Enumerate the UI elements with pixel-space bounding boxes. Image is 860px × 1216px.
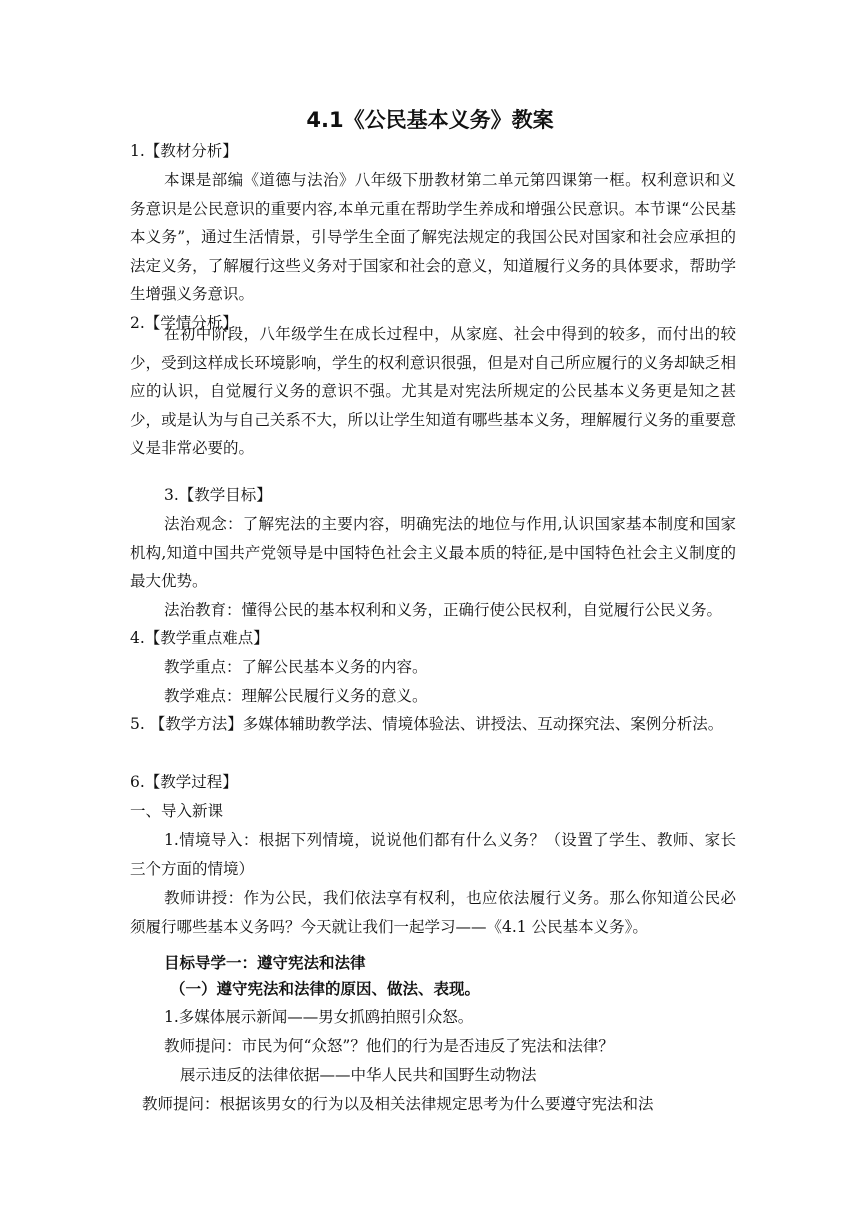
section-heading-objectives: 3.【教学目标】 [164,486,272,504]
paragraph-question-2: 教师提问：根据该男女的行为以及相关法律规定思考为什么要遵守宪法和法 [142,1095,654,1113]
paragraph-teaching-methods: 5. 【教学方法】多媒体辅助教学法、情境体验法、讲授法、互动探究法、案例分析法。 [130,715,724,733]
goal-heading-1: 目标导学一：遵守宪法和法律 [164,954,366,972]
paragraph-law-basis: 展示违反的法律依据——中华人民共和国野生动物法 [180,1066,537,1084]
paragraph-teacher-lecture: 教师讲授：作为公民，我们依法享有权利，也应依法履行义务。那么你知道公民必须履行哪些基本义务吗？今天就让我们一起学习——《4.1 公民基本义务》。 [130,889,736,936]
paragraph-news: 1.多媒体展示新闻——男女抓鸥拍照引众怒。 [164,1008,474,1026]
paragraph-objective-education: 法治教育：懂得公民的基本权利和义务，正确行使公民权利，自觉履行公民义务。 [164,601,723,619]
section-heading-process: 6.【教学过程】 [130,773,238,791]
paragraph-question-1: 教师提问：市民为何“众怒”？他们的行为是否违反了宪法和法律？ [164,1037,614,1055]
section-heading-students: 2.【学情分析】 [130,314,238,332]
paragraph-difficulty: 教学难点：理解公民履行义务的意义。 [164,687,428,705]
paragraph-objective-concept: 法治观念：了解宪法的主要内容，明确宪法的地位与作用,认识国家基本制度和国家机构,知道中国共产党领导是中国特色社会主义最本质的特征,是中国特色社会主义制度的最大优势。 [130,515,736,591]
goal-subheading-1: （一）遵守宪法和法律的原因、做法、表现。 [170,980,481,998]
paragraph-keypoint: 教学重点：了解公民基本义务的内容。 [164,658,428,676]
paragraph-textbook-analysis: 本课是部编《道德与法治》八年级下册教材第二单元第四课第一框。权利意识和义务意识是公民意识的重要内容,本单元重在帮助学生养成和增强公民意识。本节课“公民基本义务”，通过生活情景，引导学生全面了解宪法规定的我国公民对国家和社会应承担的法定义务，了解履行这些义务对于国家和社会的意义，知道履行义务的具体要求，帮助学生增强义务意识。 [130,171,736,304]
subsection-heading-intro: 一、导入新课 [130,802,224,820]
section-heading-textbook: 1.【教材分析】 [130,142,238,160]
section-heading-keypoints: 4.【教学重点难点】 [130,629,269,647]
document-title: 4.1《公民基本义务》教案 [306,108,554,132]
paragraph-student-analysis: 在初中阶段，八年级学生在成长过程中，从家庭、社会中得到的较多，而付出的较少，受到这样成长环境影响，学生的权利意识很强，但是对自己所应履行的义务却缺乏相应的认识，自觉履行义务的意识不强。尤其是对宪法所规定的公民基本义务更是知之甚少，或是认为与自己关系不大，所以让学生知道有哪些基本义务，理解履行义务的重要意义是非常必要的。 [130,325,736,458]
paragraph-situation-intro: 1.情境导入：根据下列情境，说说他们都有什么义务？（设置了学生、教师、家长三个方面的情境） [130,831,736,878]
